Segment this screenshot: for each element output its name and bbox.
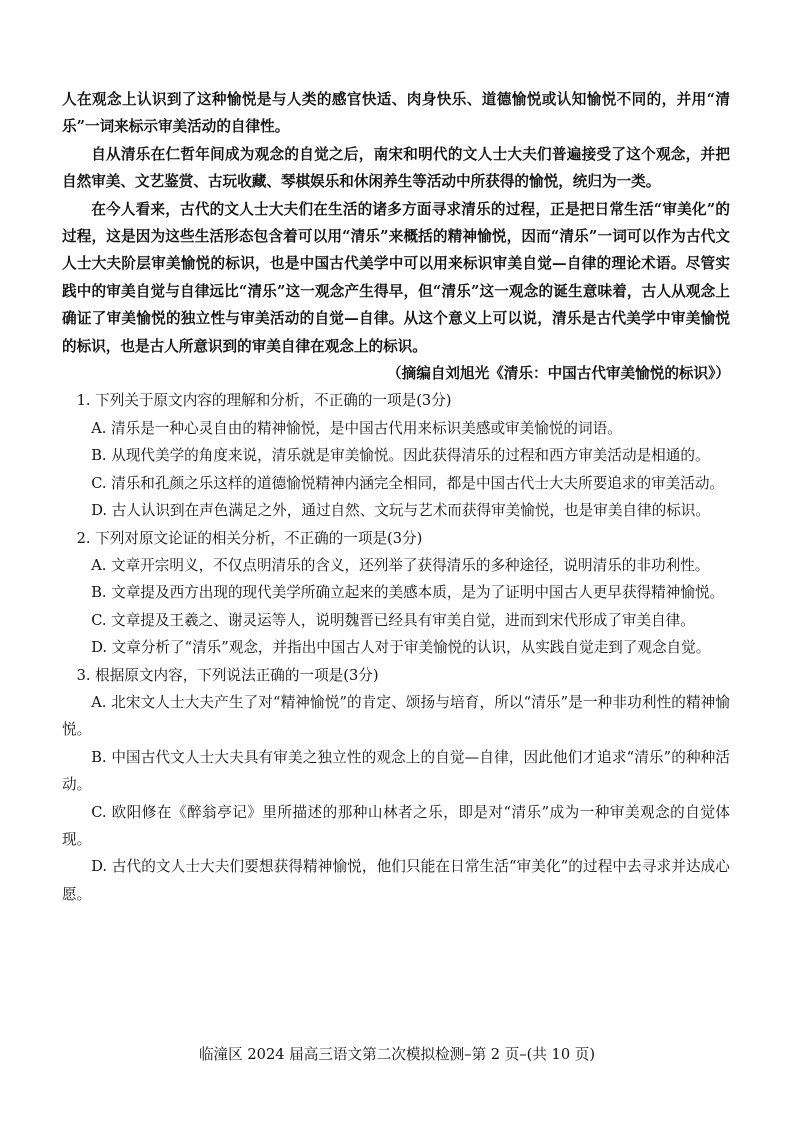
question-2-option-b: B. 文章提及西方出现的现代美学所确立起来的美感本质，是为了证明中国古人更早获得精神愉悦。 (91, 584, 725, 602)
question-3-option-b: B. 中国古代文人士大夫具有审美之独立性的观念上的自觉—自律，因此他们才追求“清乐”的种种活动。 (62, 748, 730, 794)
question-2-option-c: C. 文章提及王羲之、谢灵运等人，说明魏晋已经具有审美自觉，进而到宋代形成了审美自律。 (91, 611, 695, 629)
question-1-option-c: C. 清乐和孔颜之乐这样的道德愉悦精神内涵完全相同，都是中国古代士大夫所要追求的审美活动。 (91, 474, 725, 492)
question-3-option-c: C. 欧阳修在《醉翁亭记》里所描述的那种山林者之乐，即是对“清乐”成为一种审美观念的自觉体现。 (62, 803, 730, 848)
page-footer: 临潼区 2024 届高三语文第二次模拟检测–第 2 页–(共 10 页) (198, 1046, 596, 1063)
question-1-stem: 1. 下列关于原文内容的理解和分析，不正确的一项是(3分) (76, 392, 452, 410)
page-content (62, 86, 730, 908)
passage-paragraph-2: 自从清乐在仁哲年间成为观念的自觉之后，南宋和明代的文人士大夫们普遍接受了这个观念，并把自然审美、文艺鉴赏、古玩收藏、琴棋娱乐和休闲养生等活动中所获得的愉悦，统归为一类。 (62, 145, 730, 191)
question-3-option-a: A. 北宋文人士大夫产生了对“精神愉悦”的肯定、颂扬与培育，所以“清乐”是一种非功利性的精神愉悦。 (62, 693, 730, 739)
passage-source: （摘编自刘旭光《清乐：中国古代审美愉悦的标识》） (387, 365, 730, 383)
question-1-option-a: A. 清乐是一种心灵自由的精神愉悦，是中国古代用来标识美感或审美愉悦的词语。 (91, 419, 622, 437)
question-1-option-b: B. 从现代美学的角度来说，清乐就是审美愉悦。因此获得清乐的过程和西方审美活动是相通的。 (91, 447, 710, 465)
passage-paragraph-1: 人在观念上认识到了这种愉悦是与人类的感官快适、肉身快乐、道德愉悦或认知愉悦不同的，并用“清乐”一词来标示审美活动的自律性。 (62, 91, 730, 136)
passage-paragraph-3: 在今人看来，古代的文人士大夫们在生活的诸多方面寻求清乐的过程，正是把日常生活“审美化”的过程，这是因为这些生活形态包含着可以用“清乐”来概括的精神愉悦，因而“清乐”一词可以作为古代文人士大夫阶层审美愉悦的标识，也是中国古代美学中可以用来标识审美自觉—自律的理论术语。尽管实践中的审美自觉与自律远比“清乐”这一观念产生得早，但“清乐”这一观念的诞生意味着，古人从观念上确证了审美愉悦的独立性与审美活动的自觉—自律。从这个意义上可以说，清乐是古代美学中审美愉悦的标识，也是古人所意识到的审美自律在观念上的标识。 (62, 200, 730, 355)
question-3-option-d: D. 古代的文人士大夫们要想获得精神愉悦，他们只能在日常生活“审美化”的过程中去寻求并达成心愿。 (62, 858, 730, 903)
question-2-option-a: A. 文章开宗明义，不仅点明清乐的含义，还列举了获得清乐的多种途径，说明清乐的非功利性。 (91, 556, 710, 574)
question-3-stem: 3. 根据原文内容，下列说法正确的一项是(3分) (76, 666, 379, 684)
question-2-option-d: D. 文章分析了“清乐”观念，并指出中国古人对于审美愉悦的认识，从实践自觉走到了观念自觉。 (91, 639, 711, 657)
question-1-option-d: D. 古人认识到在声色满足之外，通过自然、文玩与艺术而获得审美愉悦，也是审美自律的标识。 (91, 502, 710, 520)
question-2-stem: 2. 下列对原文论证的相关分析，不正确的一项是(3分) (76, 529, 423, 547)
